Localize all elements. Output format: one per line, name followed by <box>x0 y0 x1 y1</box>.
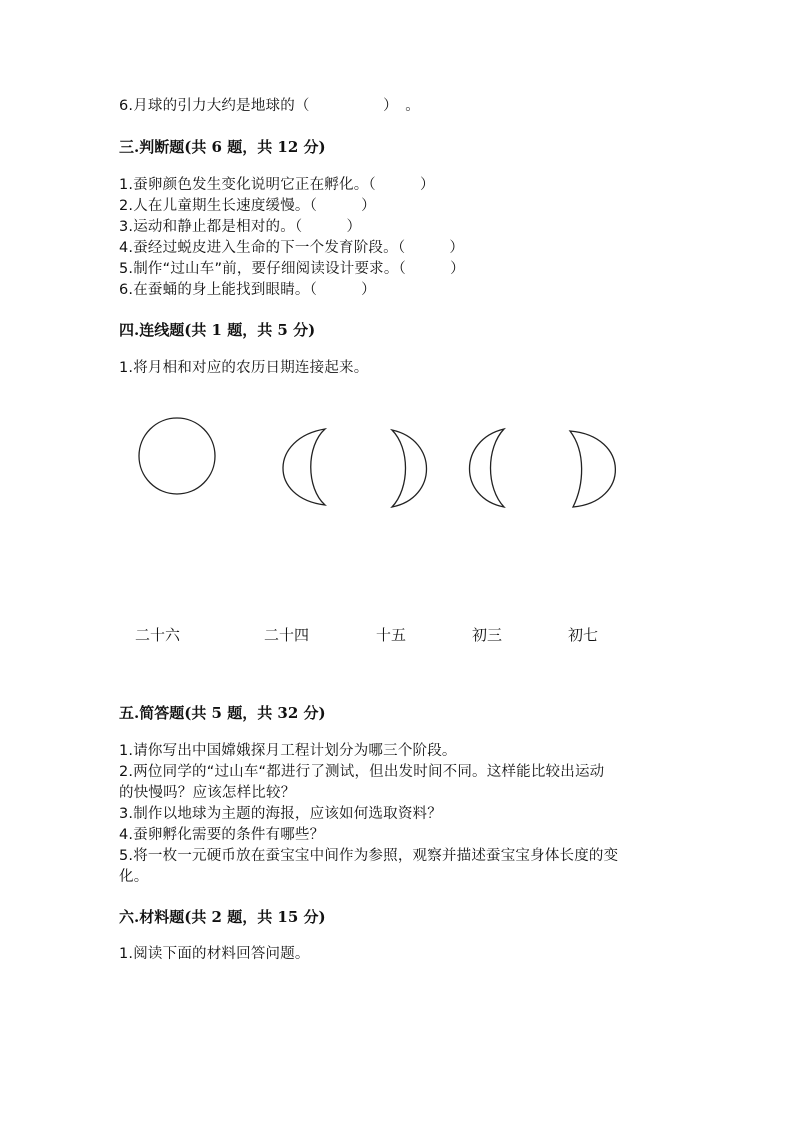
moon-crescent-right-icon <box>392 430 427 507</box>
moon-crescent-left-icon <box>283 429 325 505</box>
date-label-5: 初七 <box>568 626 599 644</box>
short-answer-item-2: 2.两位同学的“过山车“都进行了测试，但出发时间不同。这样能比较出运动 <box>119 764 605 780</box>
short-answer-item-5: 5.将一枚一元硬币放在蚕宝宝中间作为参照，观察并描述蚕宝宝身体长度的变 <box>119 848 619 864</box>
moon-half-right-icon <box>570 431 615 507</box>
judgment-item-1: 1.蚕卵颜色发生变化说明它正在孵化。（ ） <box>119 177 435 193</box>
short-answer-item-5-cont: 化。 <box>119 869 149 885</box>
short-answer-item-3: 3.制作以地球为主题的海报，应该如何选取资料？ <box>119 806 442 822</box>
short-answer-item-4: 4.蚕卵孵化需要的条件有哪些？ <box>119 827 325 843</box>
date-label-2: 二十四 <box>264 626 310 644</box>
moon-full-icon <box>139 418 215 494</box>
short-answer-item-2-cont: 的快慢吗？应该怎样比较？ <box>119 785 296 801</box>
date-label-4: 初三 <box>472 626 503 644</box>
judgment-item-6: 6.在蚕蛹的身上能找到眼睛。（ ） <box>119 282 376 298</box>
question-moon-gravity: 6.月球的引力大约是地球的（ ） 。 <box>119 98 420 114</box>
moon-crescent-left-thin-icon <box>470 429 505 507</box>
section-heading-short-answer: 五.简答题(共 5 题，共 32 分) <box>119 704 326 722</box>
section-heading-material: 六.材料题(共 2 题，共 15 分) <box>119 908 326 926</box>
section-heading-matching: 四.连线题(共 1 题，共 5 分) <box>119 321 316 339</box>
judgment-item-3: 3.运动和静止都是相对的。（ ） <box>119 219 362 235</box>
date-label-3: 十五 <box>376 626 407 644</box>
material-item-1: 1.阅读下面的材料回答问题。 <box>119 946 310 962</box>
judgment-item-2: 2.人在儿童期生长速度缓慢。（ ） <box>119 198 376 214</box>
judgment-item-5: 5.制作“过山车”前，要仔细阅读设计要求。（ ） <box>119 261 465 277</box>
short-answer-item-1: 1.请你写出中国嫦娥探月工程计划分为哪三个阶段。 <box>119 743 457 759</box>
matching-item-1: 1.将月相和对应的农历日期连接起来。 <box>119 360 369 376</box>
date-label-1: 二十六 <box>135 626 181 644</box>
moon-phases-figure <box>120 410 640 530</box>
judgment-item-4: 4.蚕经过蜕皮进入生命的下一个发育阶段。（ ） <box>119 240 465 256</box>
section-heading-judgment: 三.判断题(共 6 题，共 12 分) <box>119 138 326 156</box>
